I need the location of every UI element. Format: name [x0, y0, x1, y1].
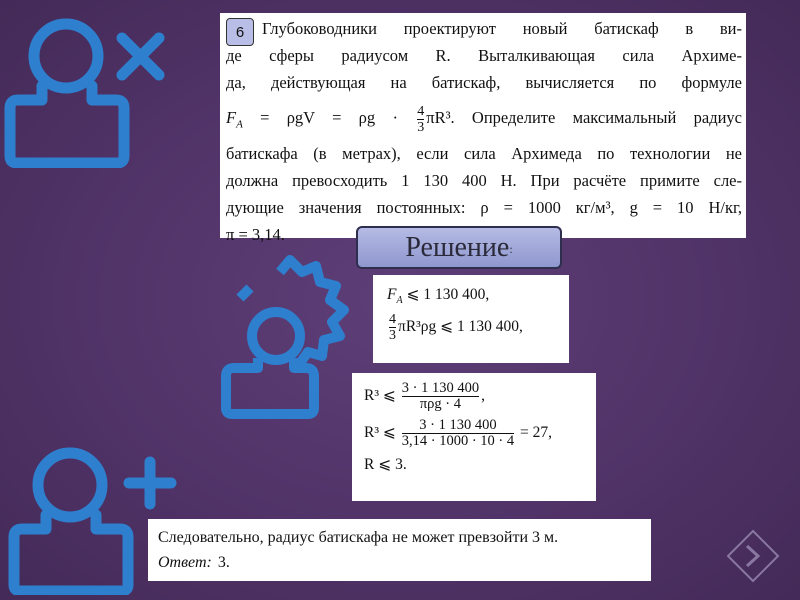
solution-step-2 [352, 373, 596, 501]
step1-line1 [387, 285, 555, 306]
problem-card [220, 13, 746, 244]
fraction-numerator: 4 [389, 312, 396, 328]
answer-value: 3. [217, 554, 230, 571]
fraction-numerator: 3 · 1 130 400 [401, 380, 480, 396]
formula-right: πR³. Определите максимальный радиус [426, 108, 742, 127]
step1-force: F [387, 286, 397, 303]
problem-text-line: должна превосходить 1 130 400 Н. При расчёте примите сле- [226, 171, 742, 190]
fraction-denominator: 3 [389, 328, 396, 344]
step1-force-sub: A [396, 295, 403, 307]
step1-line2 [387, 312, 555, 343]
step2-lhs: R³ ⩽ [364, 424, 396, 442]
formula-middle: = ρgV = ρg · [242, 108, 398, 127]
problem-text-line: де сферы радиусом R. Выталкивающая сила Архиме- [226, 46, 742, 65]
problem-text-line: дующие значения постоянных: ρ = 1000 кг/м³, g = 10 Н/кг, [226, 198, 742, 217]
step2-fraction-2 [402, 418, 514, 449]
problem-text-line: π = 3,14. [226, 225, 285, 244]
fraction-denominator: 3,14 · 1000 · 10 · 4 [401, 433, 515, 449]
fraction-numerator: 4 [417, 103, 425, 119]
problem-text-line: батискафа (в метрах), если сила Архимеда по технологии не [226, 144, 742, 163]
step2-line1 [364, 381, 584, 412]
user-settings-icon [220, 252, 360, 422]
solution-step-1 [373, 275, 569, 363]
next-slide-icon[interactable] [725, 528, 781, 584]
formula-fraction [417, 104, 424, 135]
conclusion-text: Следовательно, радиус батискафа не может превзойти 3 м. [158, 529, 559, 546]
problem-number-badge: 6 [226, 18, 254, 46]
step2-fraction-1 [402, 381, 479, 412]
step1-fraction [389, 312, 396, 343]
problem-formula-line [226, 96, 742, 140]
problem-text-line: Глубоководники проектируют новый батискаф в ви- [262, 19, 742, 38]
step2-lhs: R³ ⩽ [364, 387, 396, 405]
solution-button-label: Решение [405, 231, 510, 263]
fraction-numerator: 3 · 1 130 400 [419, 417, 497, 433]
step2-result: = 27, [516, 424, 552, 442]
problem-text-line: да, действующая на батискаф, вычисляется по формуле [226, 73, 742, 92]
formula-force: F [226, 108, 237, 127]
step2-line3: R ⩽ 3. [364, 456, 407, 473]
answer-card [148, 519, 651, 581]
step1-inequality-2: πR³ρg ⩽ 1 130 400, [398, 318, 523, 336]
user-remove-icon [4, 8, 169, 168]
step2-comma: , [481, 387, 485, 405]
step2-line2 [364, 418, 584, 449]
fraction-denominator: πρg · 4 [419, 396, 461, 412]
fraction-denominator: 3 [417, 119, 425, 135]
answer-label: Ответ: [158, 554, 212, 571]
solution-button[interactable] [356, 226, 562, 269]
answer-line [158, 550, 641, 575]
step1-inequality: ⩽ 1 130 400, [402, 286, 490, 303]
solution-button-colon: : [509, 242, 513, 256]
formula-force-sub: A [236, 118, 243, 131]
